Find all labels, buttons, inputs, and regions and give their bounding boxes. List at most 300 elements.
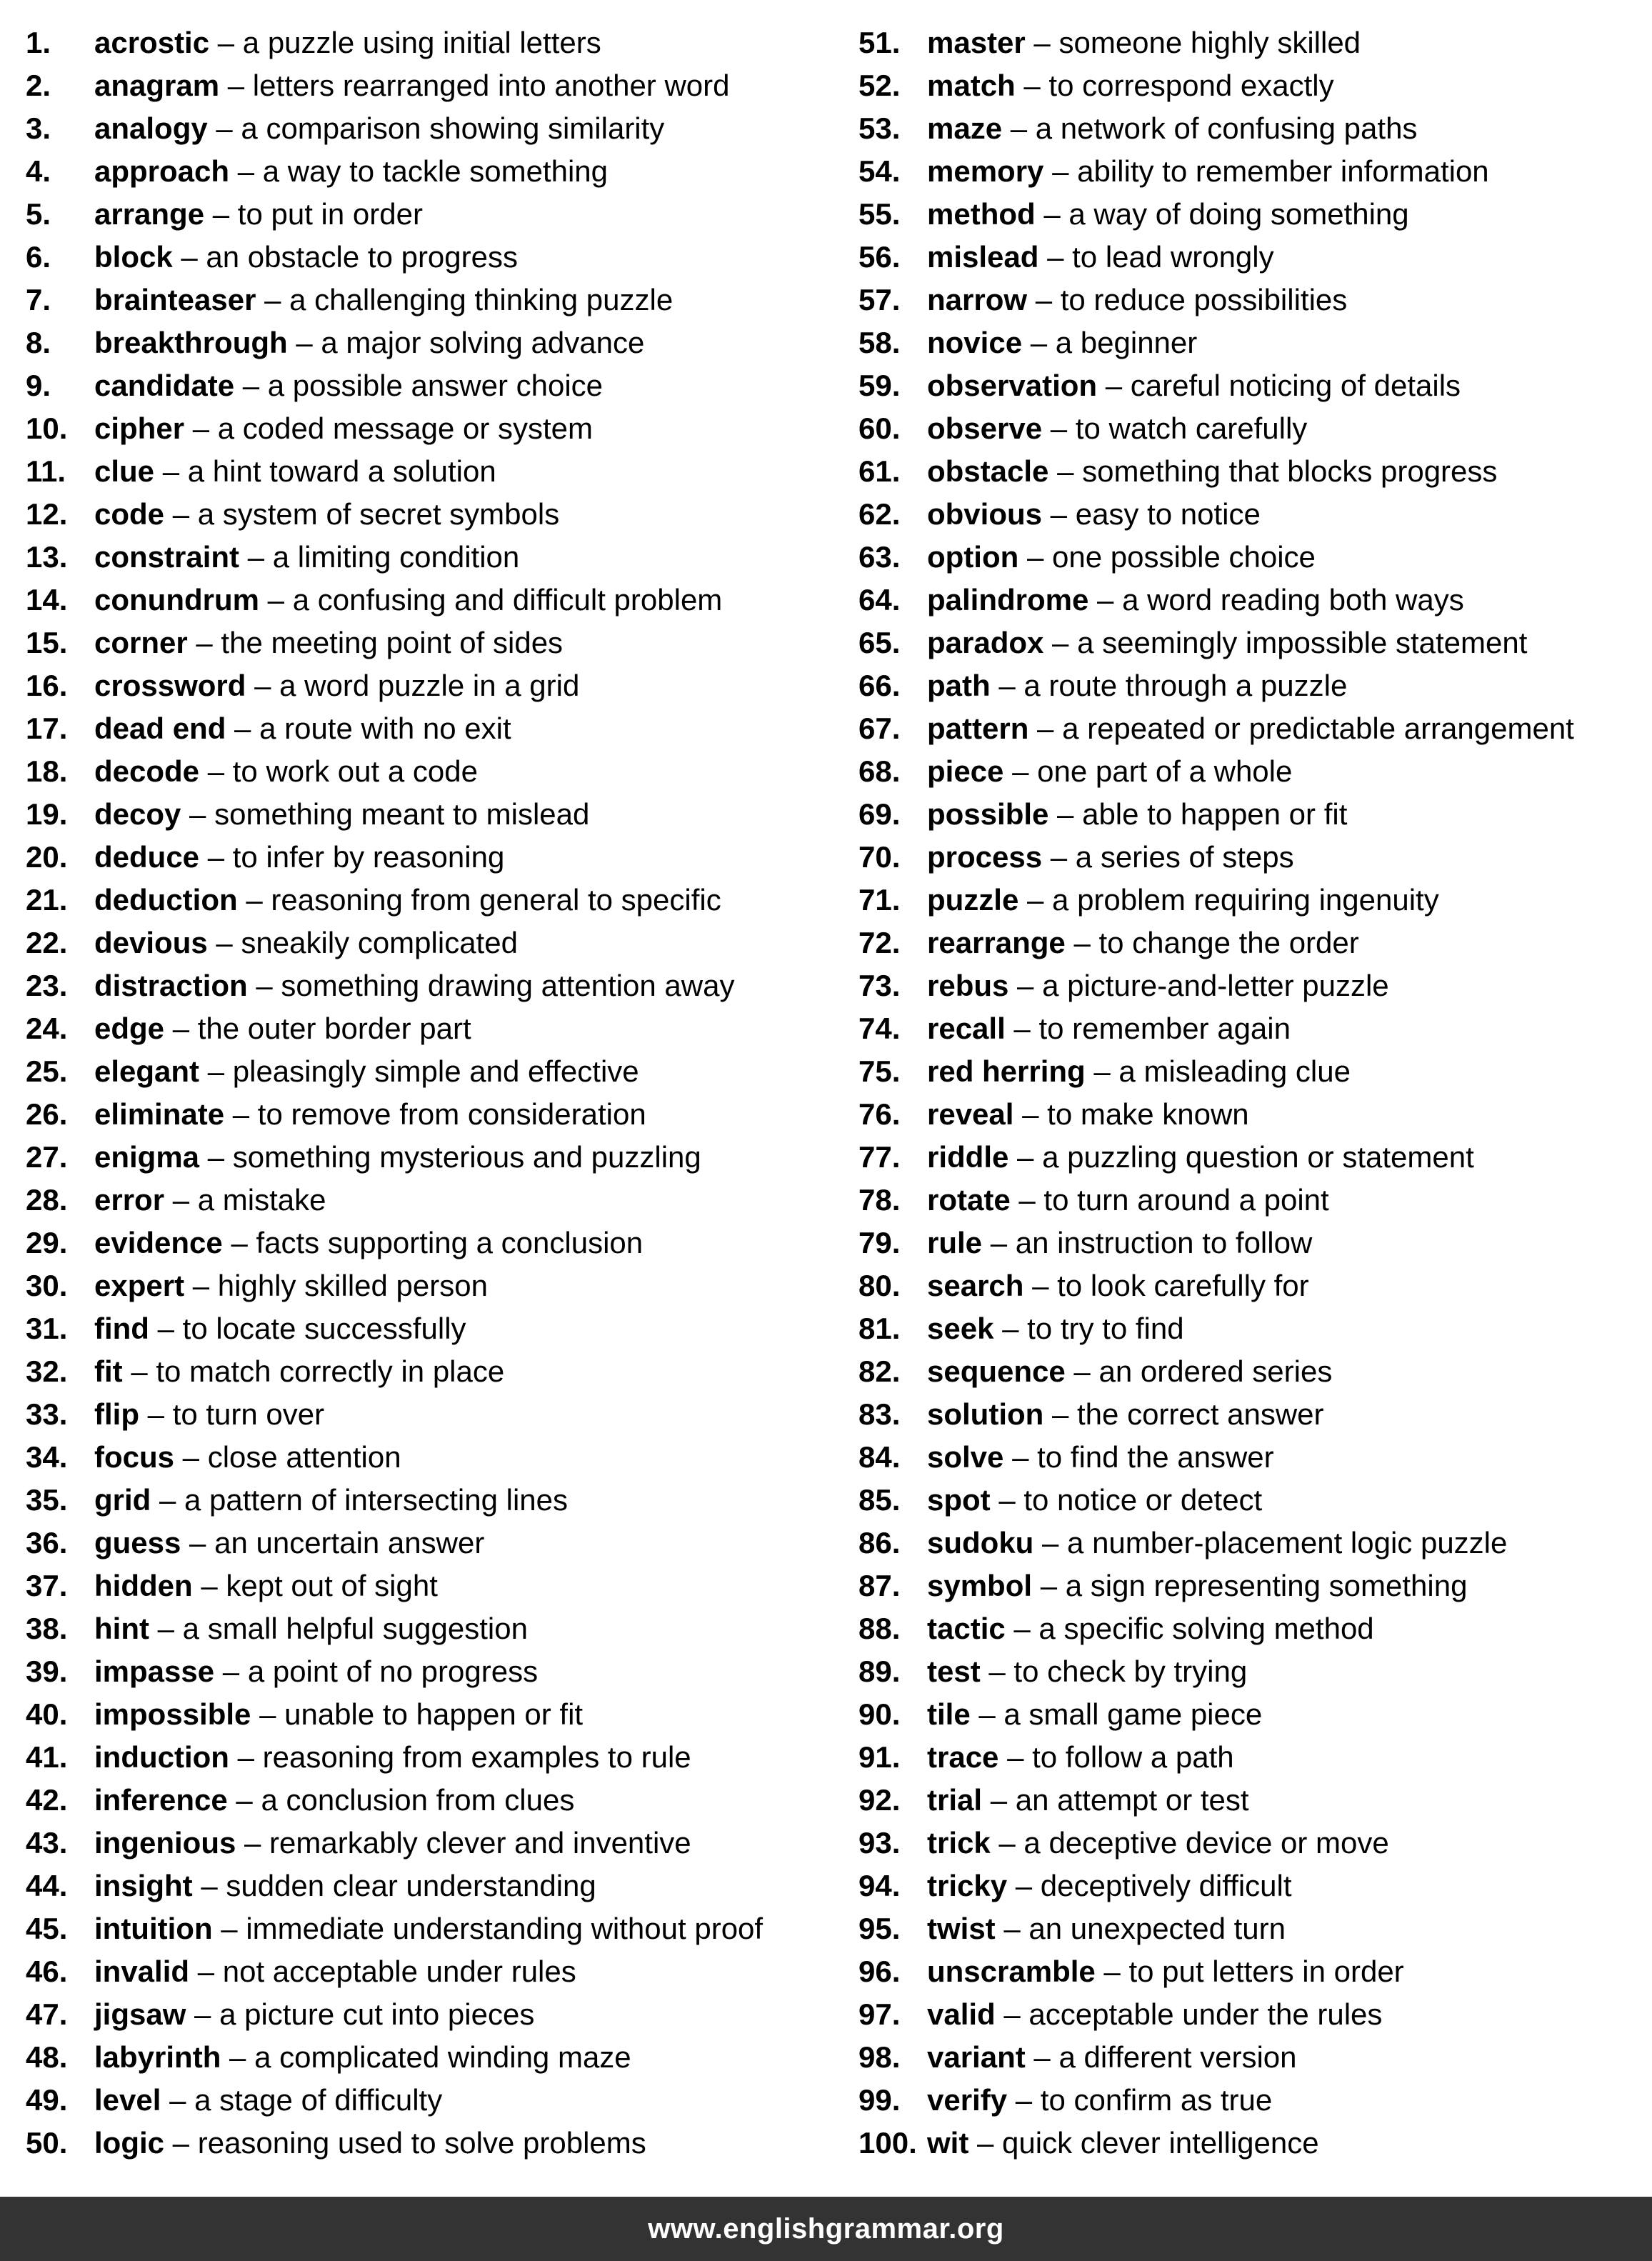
entry-definition: a small helpful suggestion	[182, 1612, 528, 1645]
entry-definition: to turn around a point	[1043, 1183, 1329, 1217]
entry-number: 40.	[26, 1697, 68, 1731]
entry-separator: –	[1008, 1140, 1043, 1174]
entry-separator: –	[982, 1226, 1016, 1259]
entry-number: 79.	[858, 1226, 901, 1259]
entry-definition: to infer by reasoning	[232, 840, 505, 874]
entry-number: 11.	[26, 454, 66, 488]
list-item	[26, 836, 847, 879]
entry-definition: to put letters in order	[1128, 1955, 1404, 1988]
entry-definition: a possible answer choice	[267, 369, 604, 402]
entry-number: 51.	[858, 26, 901, 59]
entry-number: 15.	[26, 626, 68, 659]
list-item	[858, 1136, 1644, 1179]
entry-separator: –	[1005, 1612, 1039, 1645]
entry-definition: a seemingly impossible statement	[1077, 626, 1528, 659]
entry-number: 53.	[858, 111, 901, 145]
entry-number: 54.	[858, 154, 901, 188]
entry-term: rotate	[927, 1183, 1011, 1217]
entry-number: 73.	[858, 969, 901, 1002]
entry-definition: to correspond exactly	[1048, 69, 1334, 102]
list-item	[858, 1907, 1644, 1950]
entry-number: 35.	[26, 1483, 68, 1517]
entry-definition: the outer border part	[197, 1012, 471, 1045]
footer-banner	[0, 2197, 1652, 2261]
entry-definition: something drawing attention away	[281, 969, 735, 1002]
entry-number: 30.	[26, 1269, 68, 1302]
entry-definition: acceptable under the rules	[1028, 1997, 1383, 2031]
entry-term: master	[927, 26, 1026, 59]
entry-definition: a word reading both ways	[1122, 583, 1464, 617]
entry-term: decode	[94, 754, 200, 788]
list-item	[26, 1522, 847, 1564]
list-item	[858, 1822, 1644, 1865]
list-item	[26, 1350, 847, 1393]
entry-separator: –	[1097, 369, 1131, 402]
list-item	[26, 150, 847, 193]
entry-separator: –	[149, 1612, 183, 1645]
entry-term: analogy	[94, 111, 208, 145]
list-item	[858, 1307, 1644, 1350]
entry-definition: a route with no exit	[259, 712, 511, 745]
entry-definition: letters rearranged into another word	[252, 69, 730, 102]
list-item	[26, 922, 847, 964]
entry-separator: –	[998, 1740, 1033, 1774]
entry-number: 66.	[858, 669, 901, 702]
entry-separator: –	[239, 540, 273, 574]
entry-definition: to lead wrongly	[1072, 240, 1274, 274]
entry-definition: a limiting condition	[272, 540, 520, 574]
entry-definition: the correct answer	[1077, 1397, 1324, 1431]
entry-term: constraint	[94, 540, 240, 574]
entry-term: corner	[94, 626, 188, 659]
entry-separator: –	[1005, 1012, 1039, 1045]
entry-number: 61.	[858, 454, 901, 488]
list-item	[858, 879, 1644, 922]
list-item	[858, 664, 1644, 707]
entry-number: 44.	[26, 1869, 68, 1902]
entry-definition: a puzzling question or statement	[1042, 1140, 1474, 1174]
list-item	[858, 1222, 1644, 1264]
entry-number: 65.	[858, 626, 901, 659]
entry-definition: an uncertain answer	[214, 1526, 485, 1559]
entry-definition: a word puzzle in a grid	[279, 669, 580, 702]
entry-definition: a way to tackle something	[262, 154, 608, 188]
list-item	[26, 1050, 847, 1093]
list-item	[858, 1564, 1644, 1607]
entry-number: 92.	[858, 1783, 901, 1817]
entry-term: clue	[94, 454, 155, 488]
entry-definition: to reduce possibilities	[1060, 283, 1348, 316]
entry-definition: to check by trying	[1013, 1654, 1248, 1688]
entry-separator: –	[1007, 1869, 1041, 1902]
entry-definition: sneakily complicated	[241, 926, 518, 959]
list-item	[858, 2036, 1644, 2079]
entry-term: conundrum	[94, 583, 259, 617]
list-item	[858, 493, 1644, 536]
list-item	[858, 922, 1644, 964]
list-item	[26, 1264, 847, 1307]
entry-definition: to look carefully for	[1057, 1269, 1309, 1302]
entry-term: labyrinth	[94, 2040, 221, 2074]
entry-separator: –	[212, 1912, 246, 1945]
entry-number: 64.	[858, 583, 901, 617]
entry-term: brainteaser	[94, 283, 256, 316]
entry-number: 97.	[858, 1997, 901, 2031]
entry-definition: a repeated or predictable arrangement	[1062, 712, 1574, 745]
entry-definition: to remove from consideration	[257, 1097, 646, 1131]
entry-definition: a network of confusing paths	[1035, 111, 1418, 145]
list-item	[26, 1907, 847, 1950]
entry-definition: an unexpected turn	[1028, 1912, 1286, 1945]
list-item	[26, 750, 847, 793]
list-item	[858, 236, 1644, 279]
entry-term: narrow	[927, 283, 1028, 316]
entry-definition: a confusing and difficult problem	[292, 583, 723, 617]
entry-separator: –	[1042, 411, 1076, 445]
entry-separator: –	[207, 926, 241, 959]
list-item	[858, 1393, 1644, 1436]
entry-term: obstacle	[927, 454, 1049, 488]
entry-definition: a major solving advance	[321, 326, 645, 359]
entry-term: rebus	[927, 969, 1009, 1002]
entry-separator: –	[192, 1869, 226, 1902]
list-item	[26, 236, 847, 279]
list-item	[858, 150, 1644, 193]
entry-number: 26.	[26, 1097, 68, 1131]
entry-separator: –	[1002, 111, 1036, 145]
entry-number: 74.	[858, 1012, 901, 1045]
entry-term: invalid	[94, 1955, 190, 1988]
entry-separator: –	[1088, 583, 1123, 617]
entry-term: hint	[94, 1612, 149, 1645]
entry-separator: –	[1018, 883, 1053, 917]
list-item	[858, 1522, 1644, 1564]
list-item	[858, 536, 1644, 579]
entry-number: 6.	[26, 240, 51, 274]
entry-definition: reasoning from general to specific	[271, 883, 721, 917]
entry-separator: –	[1023, 1269, 1058, 1302]
entry-separator: –	[227, 1783, 261, 1817]
entry-number: 57.	[858, 283, 901, 316]
entry-term: edge	[94, 1012, 165, 1045]
word-list-right-column	[858, 21, 1644, 2165]
entry-separator: –	[1065, 1354, 1099, 1388]
entry-separator: –	[1013, 1097, 1048, 1131]
entry-separator: –	[1022, 326, 1056, 359]
entry-number: 19.	[26, 797, 68, 831]
entry-term: palindrome	[927, 583, 1089, 617]
entry-term: elegant	[94, 1054, 200, 1088]
entry-definition: unable to happen or fit	[284, 1697, 584, 1731]
entry-definition: a challenging thinking puzzle	[289, 283, 674, 316]
entry-separator: –	[1015, 69, 1049, 102]
entry-separator: –	[154, 454, 188, 488]
list-item	[858, 750, 1644, 793]
entry-definition: ability to remember information	[1077, 154, 1489, 188]
list-item	[858, 450, 1644, 493]
entry-separator: –	[199, 1140, 233, 1174]
list-item	[26, 1993, 847, 2036]
entry-term: piece	[927, 754, 1004, 788]
entry-separator: –	[164, 2126, 198, 2160]
entry-definition: a system of secret symbols	[197, 497, 560, 531]
entry-number: 18.	[26, 754, 68, 788]
list-item	[26, 1007, 847, 1050]
entry-separator: –	[1095, 1955, 1129, 1988]
entry-separator: –	[1003, 1440, 1038, 1474]
entry-number: 78.	[858, 1183, 901, 1217]
entry-separator: –	[187, 626, 221, 659]
entry-separator: –	[1028, 712, 1063, 745]
entry-term: anagram	[94, 69, 220, 102]
entry-definition: careful noticing of details	[1130, 369, 1461, 402]
entry-term: crossword	[94, 669, 246, 702]
entry-term: impasse	[94, 1654, 215, 1688]
entry-definition: a stage of difficulty	[194, 2083, 443, 2117]
entry-separator: –	[204, 197, 238, 231]
entry-separator: –	[1065, 926, 1099, 959]
entry-term: find	[94, 1312, 149, 1345]
entry-separator: –	[990, 1826, 1024, 1860]
entry-number: 20.	[26, 840, 68, 874]
entry-separator: –	[164, 497, 198, 531]
entry-definition: deceptively difficult	[1040, 1869, 1292, 1902]
entry-number: 12.	[26, 497, 68, 531]
list-item	[26, 364, 847, 407]
entry-number: 41.	[26, 1740, 68, 1774]
entry-separator: –	[219, 69, 253, 102]
entry-term: obvious	[927, 497, 1043, 531]
entry-number: 81.	[858, 1312, 901, 1345]
entry-separator: –	[1035, 197, 1069, 231]
entry-term: logic	[94, 2126, 165, 2160]
entry-definition: to try to find	[1027, 1312, 1184, 1345]
entry-separator: –	[970, 1697, 1004, 1731]
entry-term: approach	[94, 154, 230, 188]
list-item	[26, 793, 847, 836]
entry-separator: –	[1008, 969, 1043, 1002]
entry-number: 38.	[26, 1612, 68, 1645]
list-item	[858, 407, 1644, 450]
entry-definition: a coded message or system	[217, 411, 593, 445]
entry-separator: –	[184, 411, 218, 445]
entry-term: focus	[94, 1440, 175, 1474]
entry-definition: easy to notice	[1075, 497, 1261, 531]
entry-term: intuition	[94, 1912, 213, 1945]
entry-definition: sudden clear understanding	[226, 1869, 596, 1902]
entry-number: 50.	[26, 2126, 68, 2160]
entry-definition: something that blocks progress	[1082, 454, 1498, 488]
entry-number: 4.	[26, 154, 51, 188]
list-item	[26, 1222, 847, 1264]
entry-term: valid	[927, 1997, 996, 2031]
entry-number: 25.	[26, 1054, 68, 1088]
entry-separator: –	[229, 1740, 263, 1774]
list-item	[858, 1950, 1644, 1993]
entry-number: 24.	[26, 1012, 68, 1045]
list-item	[26, 1093, 847, 1136]
list-item	[858, 707, 1644, 750]
entry-definition: a pattern of intersecting lines	[184, 1483, 569, 1517]
entry-number: 52.	[858, 69, 901, 102]
entry-definition: one possible choice	[1051, 540, 1316, 574]
entry-number: 95.	[858, 1912, 901, 1945]
entry-definition: pleasingly simple and effective	[232, 1054, 639, 1088]
entry-separator: –	[209, 26, 243, 59]
entry-definition: an obstacle to progress	[206, 240, 518, 274]
entry-term: devious	[94, 926, 208, 959]
entry-number: 99.	[858, 2083, 901, 2117]
list-item	[858, 1779, 1644, 1822]
list-item	[26, 964, 847, 1007]
list-item	[858, 1993, 1644, 2036]
list-item	[858, 964, 1644, 1007]
entry-number: 28.	[26, 1183, 68, 1217]
entry-number: 33.	[26, 1397, 68, 1431]
entry-number: 9.	[26, 369, 51, 402]
entry-term: variant	[927, 2040, 1026, 2074]
entry-separator: –	[1048, 797, 1083, 831]
list-item	[26, 1950, 847, 1993]
entry-definition: a small game piece	[1003, 1697, 1263, 1731]
entry-separator: –	[1043, 1397, 1078, 1431]
entry-definition: a point of no progress	[247, 1654, 539, 1688]
entry-separator: –	[990, 1483, 1024, 1517]
entry-number: 43.	[26, 1826, 68, 1860]
entry-term: level	[94, 2083, 161, 2117]
entry-separator: –	[993, 1312, 1028, 1345]
entry-definition: to work out a code	[232, 754, 478, 788]
entry-term: maze	[927, 111, 1003, 145]
entry-number: 91.	[858, 1740, 901, 1774]
entry-separator: –	[1042, 840, 1076, 874]
entry-separator: –	[1032, 1569, 1066, 1602]
entry-definition: the meeting point of sides	[221, 626, 564, 659]
entry-number: 84.	[858, 1440, 901, 1474]
entry-definition: a problem requiring ingenuity	[1052, 883, 1439, 917]
entry-term: distraction	[94, 969, 248, 1002]
entry-number: 60.	[858, 411, 901, 445]
entry-definition: highly skilled person	[217, 1269, 488, 1302]
entry-term: trace	[927, 1740, 999, 1774]
entry-term: breakthrough	[94, 326, 288, 359]
entry-term: guess	[94, 1526, 181, 1559]
entry-definition: a hint toward a solution	[187, 454, 496, 488]
list-item	[26, 450, 847, 493]
entry-definition: to change the order	[1098, 926, 1359, 959]
list-item	[858, 64, 1644, 107]
list-item	[858, 1865, 1644, 1907]
entry-separator: –	[174, 1440, 208, 1474]
list-item	[858, 21, 1644, 64]
entry-number: 47.	[26, 1997, 68, 2031]
entry-definition: an ordered series	[1098, 1354, 1333, 1388]
entry-definition: to find the answer	[1037, 1440, 1274, 1474]
entry-separator: –	[256, 283, 290, 316]
entry-term: observe	[927, 411, 1043, 445]
entry-separator: –	[1043, 626, 1078, 659]
entry-term: observation	[927, 369, 1098, 402]
list-item	[26, 279, 847, 321]
entry-definition: to put in order	[237, 197, 423, 231]
entry-number: 100.	[858, 2126, 917, 2160]
entry-term: pattern	[927, 712, 1029, 745]
entry-definition: to make known	[1047, 1097, 1249, 1131]
entry-definition: a mistake	[197, 1183, 326, 1217]
list-item	[26, 193, 847, 236]
entry-number: 85.	[858, 1483, 901, 1517]
entry-term: flip	[94, 1397, 139, 1431]
entry-definition: a different version	[1058, 2040, 1297, 2074]
entry-definition: kept out of sight	[226, 1569, 438, 1602]
list-item	[858, 1436, 1644, 1479]
entry-number: 46.	[26, 1955, 68, 1988]
entry-term: ingenious	[94, 1826, 236, 1860]
entry-number: 62.	[858, 497, 901, 531]
entry-number: 98.	[858, 2040, 901, 2074]
entry-number: 82.	[858, 1354, 901, 1388]
entry-number: 90.	[858, 1697, 901, 1731]
list-item	[26, 1179, 847, 1222]
entry-definition: to locate successfully	[182, 1312, 466, 1345]
entry-definition: not acceptable under rules	[222, 1955, 576, 1988]
entry-term: tactic	[927, 1612, 1006, 1645]
entry-term: possible	[927, 797, 1049, 831]
entry-definition: able to happen or fit	[1082, 797, 1348, 831]
entry-term: verify	[927, 2083, 1008, 2117]
list-item	[26, 21, 847, 64]
entry-definition: reasoning from examples to rule	[262, 1740, 691, 1774]
entry-number: 5.	[26, 197, 51, 231]
entry-term: evidence	[94, 1226, 223, 1259]
entry-separator: –	[1025, 26, 1059, 59]
entry-definition: reasoning used to solve problems	[197, 2126, 646, 2160]
list-item	[26, 2036, 847, 2079]
list-item	[858, 2122, 1644, 2165]
entry-definition: a misleading clue	[1118, 1054, 1351, 1088]
entry-number: 68.	[858, 754, 901, 788]
list-item	[858, 836, 1644, 879]
list-item	[26, 1865, 847, 1907]
entry-separator: –	[259, 583, 293, 617]
entry-term: solve	[927, 1440, 1004, 1474]
entry-number: 2.	[26, 69, 51, 102]
entry-definition: quick clever intelligence	[1002, 2126, 1319, 2160]
entry-separator: –	[1027, 283, 1061, 316]
entry-number: 83.	[858, 1397, 901, 1431]
entry-number: 59.	[858, 369, 901, 402]
entry-separator: –	[236, 1826, 270, 1860]
entry-term: dead end	[94, 712, 226, 745]
entry-definition: something meant to mislead	[214, 797, 590, 831]
entry-term: unscramble	[927, 1955, 1096, 1988]
entry-definition: to remember again	[1038, 1012, 1291, 1045]
entry-number: 10.	[26, 411, 68, 445]
entry-separator: –	[1085, 1054, 1119, 1088]
entry-number: 93.	[858, 1826, 901, 1860]
entry-separator: –	[214, 1654, 248, 1688]
list-item	[26, 407, 847, 450]
entry-term: rearrange	[927, 926, 1066, 959]
entry-number: 16.	[26, 669, 68, 702]
entry-number: 58.	[858, 326, 901, 359]
list-item	[858, 1693, 1644, 1736]
entry-number: 7.	[26, 283, 51, 316]
entry-separator: –	[226, 712, 260, 745]
entry-term: impossible	[94, 1697, 251, 1731]
list-item	[858, 1650, 1644, 1693]
entry-separator: –	[192, 1569, 226, 1602]
